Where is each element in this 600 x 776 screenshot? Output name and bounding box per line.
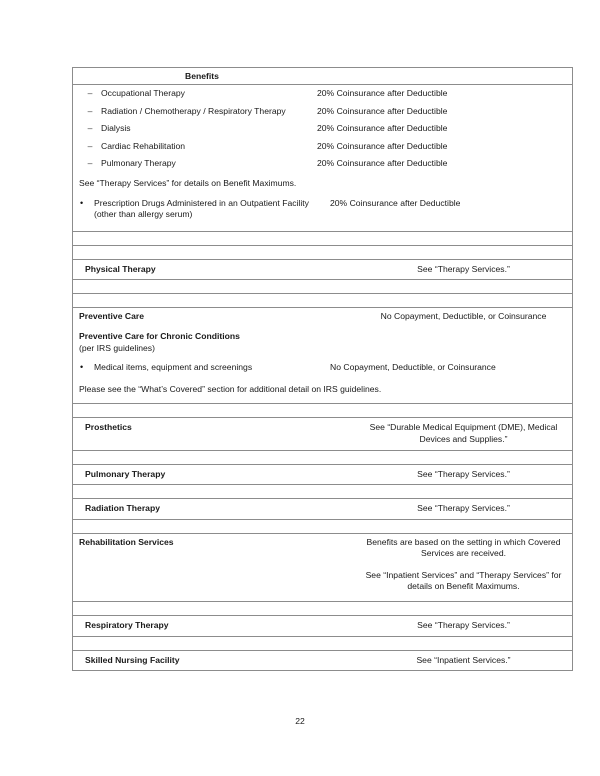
dash-marker-icon: – — [87, 140, 93, 151]
row-radiation-therapy — [73, 499, 573, 520]
bullet-marker-icon: • — [80, 197, 84, 208]
benefit-label: Physical Therapy — [85, 263, 156, 274]
benefit-value: 20% Coinsurance after Deductible — [317, 105, 448, 116]
benefit-label: Pulmonary Therapy — [85, 468, 166, 479]
row-preventive-care — [73, 308, 573, 404]
spacer-cell — [73, 231, 573, 245]
spacer-cell — [73, 294, 573, 308]
outpatient-block-row — [73, 85, 573, 232]
dash-marker-icon: – — [87, 88, 93, 98]
benefit-value: See “Therapy Services.” — [417, 620, 510, 631]
list-item — [73, 198, 572, 221]
benefit-label: Radiation / Chemotherapy / Respiratory Therapy — [101, 105, 286, 116]
benefit-label: Rehabilitation Services — [79, 536, 174, 547]
benefit-label: Medical items, equipment and screenings — [94, 362, 253, 373]
preventive-care-value: No Copayment, Deductible, or Coinsurance — [380, 311, 547, 322]
benefit-label: Respiratory Therapy — [85, 620, 169, 631]
benefit-value: See “Durable Medical Equipment (DME), Medical Devices and Supplies.” — [369, 422, 558, 444]
spacer-cell — [73, 280, 573, 294]
list-item — [73, 141, 572, 153]
row-prosthetics — [73, 418, 573, 450]
list-item — [73, 362, 572, 374]
therapy-services-note: See “Therapy Services” for details on Benefit Maximums. — [79, 177, 297, 188]
list-item — [73, 158, 572, 170]
row-rehabilitation-services — [73, 533, 573, 601]
spacer-row — [73, 245, 573, 259]
spacer-cell — [73, 450, 573, 464]
spacer-cell — [73, 519, 573, 533]
list-item — [73, 88, 572, 100]
spacer-row — [73, 231, 573, 245]
chronic-conditions-title: Preventive Care for Chronic Conditions — [79, 330, 240, 341]
irs-guidelines-footnote: Please see the “What’s Covered” section for additional detail on IRS guidelines. — [79, 383, 382, 394]
prosthetics-cell — [73, 418, 573, 450]
respiratory-therapy-cell — [73, 616, 573, 637]
list-item — [73, 106, 572, 118]
row-skilled-nursing-facility — [73, 650, 573, 671]
benefit-value: See “Therapy Services.” — [417, 263, 510, 274]
list-item — [73, 123, 572, 135]
row-respiratory-therapy — [73, 616, 573, 637]
spacer-cell — [73, 602, 573, 616]
benefit-label: Dialysis — [101, 123, 131, 134]
spacer-row — [73, 636, 573, 650]
benefits-table — [72, 67, 573, 671]
benefit-label: Occupational Therapy — [101, 88, 185, 98]
spacer-row — [73, 519, 573, 533]
table-header-row — [73, 68, 573, 85]
benefit-label: Cardiac Rehabilitation — [101, 140, 186, 151]
pulmonary-therapy-cell — [73, 464, 573, 485]
benefit-value: See “Inpatient Services.” — [416, 654, 511, 665]
preventive-care-title: Preventive Care — [79, 311, 144, 322]
benefit-value: 20% Coinsurance after Deductible — [317, 140, 448, 151]
spacer-cell — [73, 485, 573, 499]
row-pulmonary-therapy — [73, 464, 573, 485]
dash-marker-icon: – — [87, 123, 93, 134]
spacer-row — [73, 404, 573, 418]
spacer-cell — [73, 245, 573, 259]
dash-marker-icon: – — [87, 158, 93, 169]
spacer-row — [73, 450, 573, 464]
benefit-value: 20% Coinsurance after Deductible — [317, 88, 448, 98]
benefit-value: 20% Coinsurance after Deductible — [317, 158, 448, 169]
radiation-therapy-cell — [73, 499, 573, 520]
benefit-value-primary: Benefits are based on the setting in which Covered Services are received. — [366, 536, 561, 559]
spacer-cell — [73, 636, 573, 650]
skilled-nursing-facility-cell — [73, 650, 573, 671]
benefit-label: Skilled Nursing Facility — [85, 654, 180, 665]
benefit-value: See “Therapy Services.” — [417, 468, 510, 479]
benefits-header-cell — [73, 68, 573, 85]
chronic-conditions-subtitle: (per IRS guidelines) — [79, 342, 155, 353]
benefit-label: Prescription Drugs Administered in an Outpatient Facility (other than allergy serum) — [94, 197, 309, 220]
benefit-value-secondary: See “Inpatient Services” and “Therapy Services” for details on Benefit Maximums. — [365, 569, 562, 592]
spacer-cell — [73, 404, 573, 418]
benefit-value: 20% Coinsurance after Deductible — [317, 123, 448, 134]
dash-marker-icon: – — [87, 105, 93, 116]
spacer-row — [73, 294, 573, 308]
benefits-header-label: Benefits — [185, 71, 219, 81]
spacer-row — [73, 280, 573, 294]
spacer-row — [73, 602, 573, 616]
benefit-label: Prosthetics — [85, 422, 132, 433]
benefit-label: Radiation Therapy — [85, 503, 160, 514]
rehabilitation-services-cell — [73, 533, 573, 601]
row-physical-therapy — [73, 259, 573, 280]
benefit-value: No Copayment, Deductible, or Coinsurance — [330, 362, 496, 373]
benefit-value: See “Therapy Services.” — [417, 503, 510, 514]
page-number: 22 — [295, 716, 305, 726]
spacer-row — [73, 485, 573, 499]
preventive-care-cell — [73, 308, 573, 404]
benefit-value: 20% Coinsurance after Deductible — [330, 197, 461, 208]
physical-therapy-cell — [73, 259, 573, 280]
outpatient-block-cell — [73, 85, 573, 232]
benefit-label: Pulmonary Therapy — [101, 158, 176, 169]
bullet-marker-icon: • — [80, 362, 84, 373]
